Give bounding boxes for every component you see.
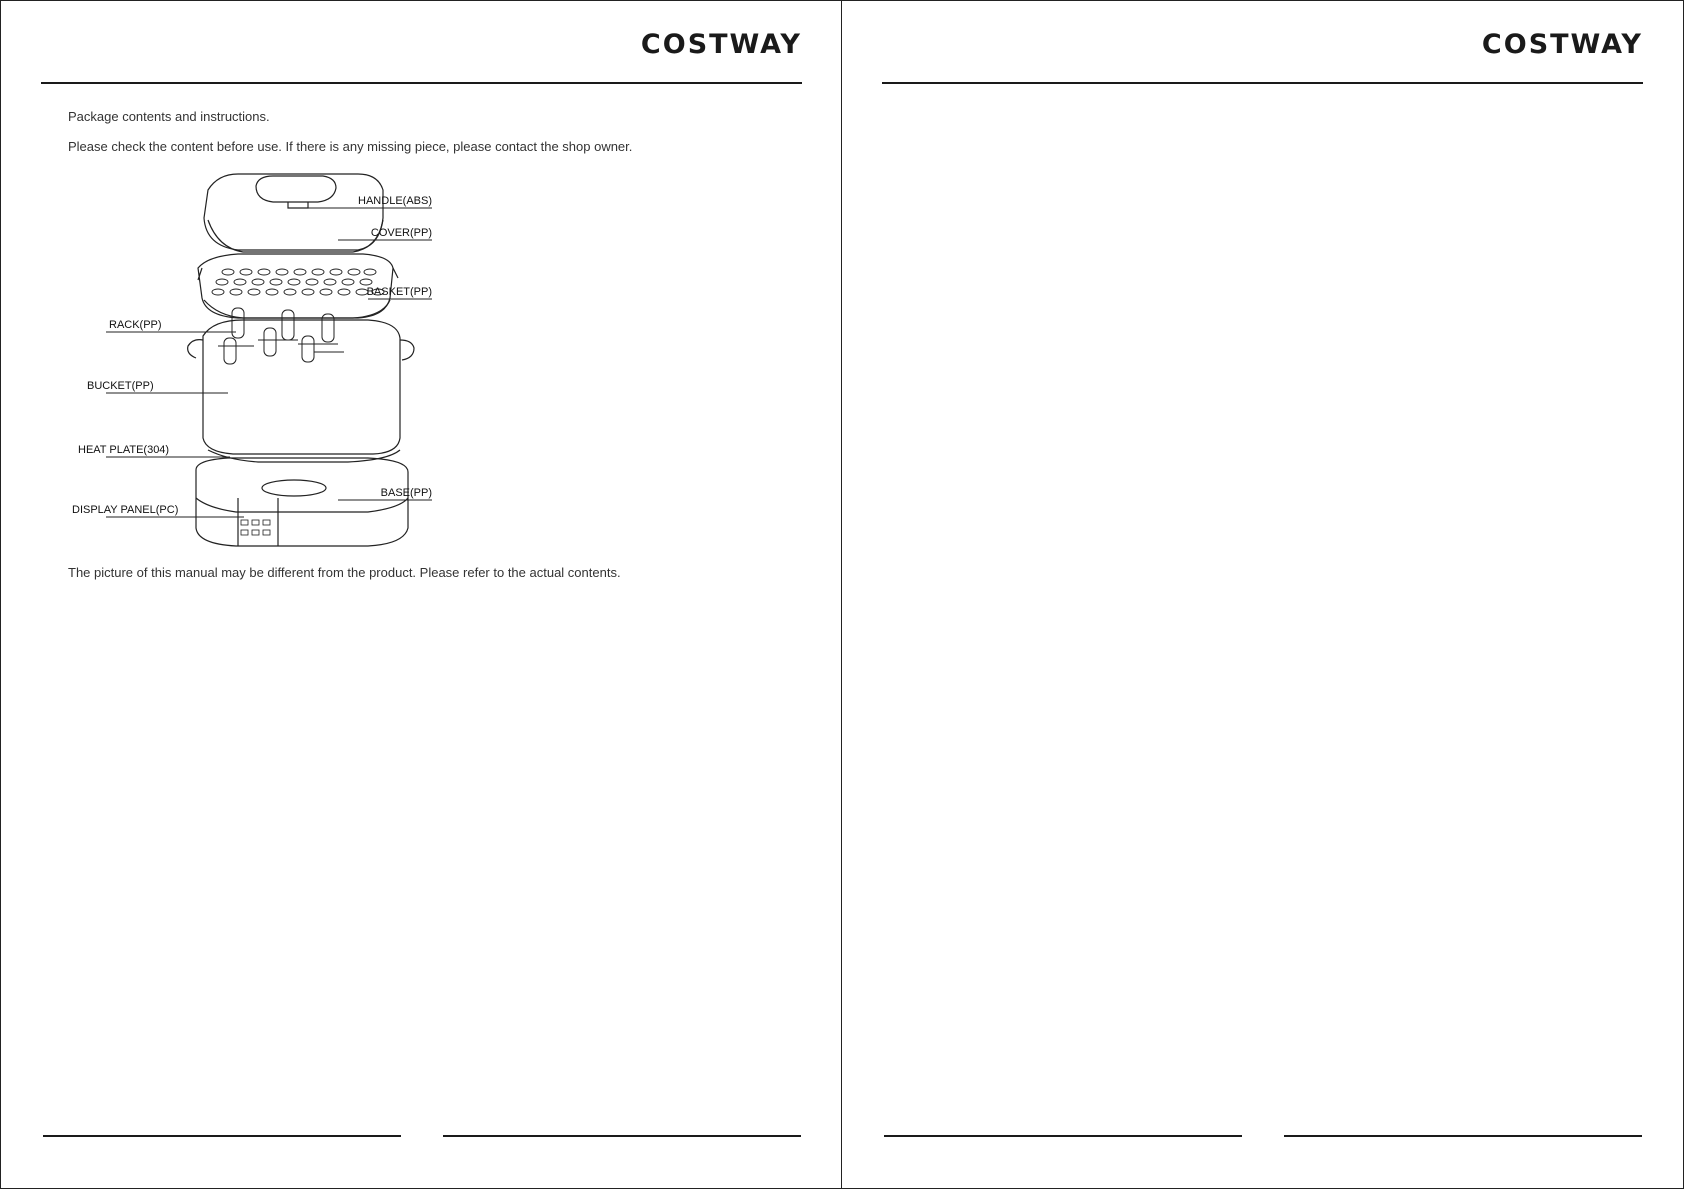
label-basket: BASKET(PP) <box>366 286 432 298</box>
footer-rule-left <box>43 1135 401 1137</box>
header-rule <box>882 82 1643 84</box>
right-page <box>841 0 1684 1189</box>
disclaimer: The picture of this manual may be different from the product. Please refer to the actual contents. <box>68 565 621 580</box>
label-bucket: BUCKET(PP) <box>87 380 154 392</box>
footer-rule-left <box>884 1135 1242 1137</box>
basket-shape <box>198 254 393 318</box>
label-handle: HANDLE(ABS) <box>358 195 432 207</box>
left-page <box>0 0 843 1189</box>
bucket-shape <box>203 320 400 454</box>
heat-plate-shape <box>208 450 400 462</box>
product-exploded-diagram <box>68 168 468 553</box>
footer-rule-right <box>1284 1135 1642 1137</box>
section-heading: Package contents and instructions. <box>68 109 270 124</box>
footer-rule-right <box>443 1135 801 1137</box>
brand-logo: COSTWAY <box>1481 29 1643 60</box>
check-note: Please check the content before use. If there is any missing piece, please contact the shop owner. <box>68 139 633 154</box>
handle-shape <box>256 176 336 202</box>
label-heat-plate: HEAT PLATE(304) <box>78 444 170 456</box>
label-cover: COVER(PP) <box>370 227 432 239</box>
label-rack: RACK(PP) <box>109 319 162 331</box>
brand-logo: COSTWAY <box>640 29 802 60</box>
cover-shape <box>204 174 383 250</box>
label-display-panel: DISPLAY PANEL(PC) <box>72 504 179 516</box>
label-base: BASE(PP) <box>380 487 432 499</box>
header-rule <box>41 82 802 84</box>
base-shape <box>196 458 408 546</box>
